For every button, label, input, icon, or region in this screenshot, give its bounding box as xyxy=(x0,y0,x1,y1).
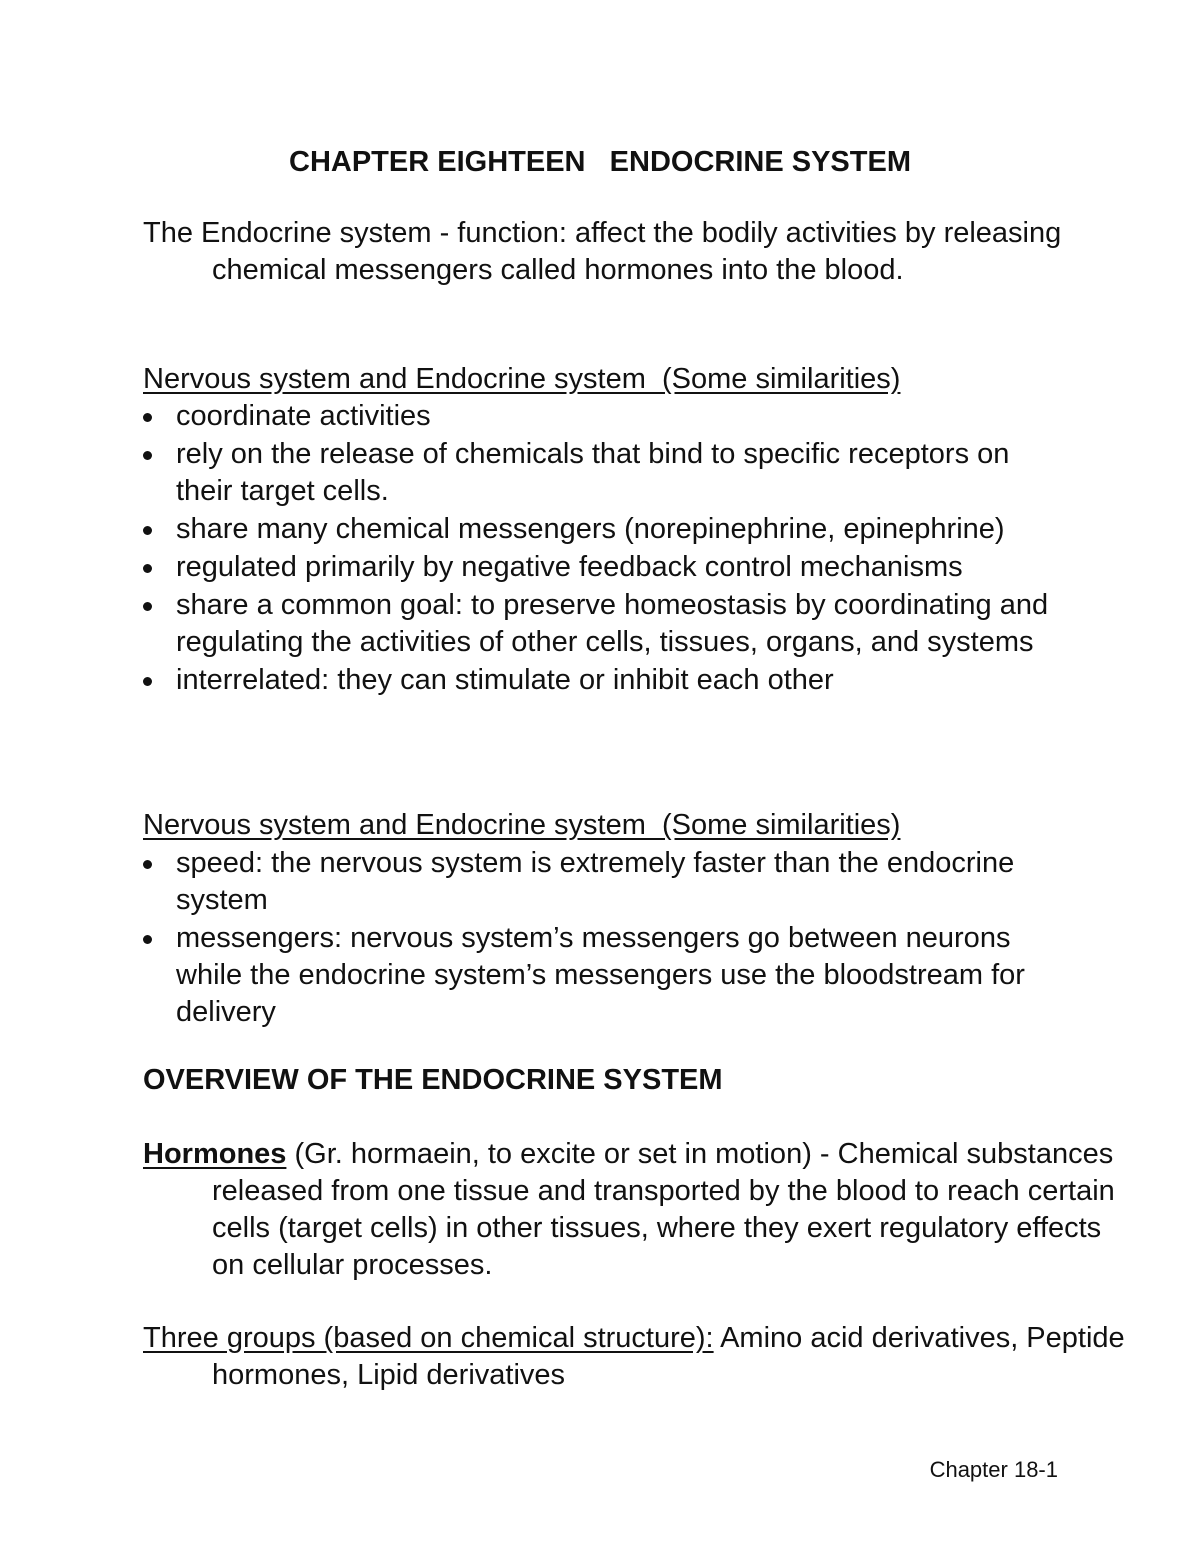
bullet-icon xyxy=(143,602,152,611)
bullet-icon xyxy=(143,935,152,944)
bullet-icon xyxy=(143,564,152,573)
bullet-icon xyxy=(143,677,152,686)
bullet-icon xyxy=(143,526,152,535)
list-item: speed: the nervous system is extremely faster than the endocrine system xyxy=(143,845,1073,919)
differences-heading: Nervous system and Endocrine system (Some similarities) xyxy=(143,809,901,841)
list-item: interrelated: they can stimulate or inhibit each other xyxy=(143,662,1073,699)
hormones-paragraph xyxy=(143,1136,1132,1284)
similarities-list xyxy=(143,398,1073,700)
list-item: coordinate activities xyxy=(143,398,1073,435)
intro-paragraph: The Endocrine system - function: affect the bodily activities by releasing chemical messengers called hormones into the blood. xyxy=(143,217,1062,286)
list-item: regulated primarily by negative feedback control mechanisms xyxy=(143,549,1073,586)
chapter-title: CHAPTER EIGHTEEN ENDOCRINE SYSTEM xyxy=(289,146,911,178)
hormones-term: Hormones xyxy=(143,1138,287,1170)
groups-label: Three groups (based on chemical structure): xyxy=(143,1322,714,1354)
list-item: messengers: nervous system’s messengers go between neurons while the endocrine system’s messengers use the bloodstream for delivery xyxy=(143,920,1073,1031)
similarities-heading: Nervous system and Endocrine system (Some similarities) xyxy=(143,363,901,395)
bullet-icon xyxy=(143,451,152,460)
page-footer: Chapter 18-1 xyxy=(929,1457,1058,1482)
bullet-icon xyxy=(143,413,152,422)
hormones-definition: (Gr. hormaein, to excite or set in motion) - Chemical substances released from one tissue and transported by the blood to reach certain cells (target cells) in other tissues, where they exert regulatory effects on cellular processes. xyxy=(212,1138,1115,1281)
list-item: rely on the release of chemicals that bind to specific receptors on their target cells. xyxy=(143,436,1073,510)
list-item: share a common goal: to preserve homeostasis by coordinating and regulating the activities of other cells, tissues, organs, and systems xyxy=(143,587,1073,661)
overview-heading: OVERVIEW OF THE ENDOCRINE SYSTEM xyxy=(143,1064,723,1096)
groups-text: Amino acid derivatives, Peptide hormones, Lipid derivatives xyxy=(212,1322,1125,1391)
list-item: share many chemical messengers (norepinephrine, epinephrine) xyxy=(143,511,1073,548)
groups-paragraph xyxy=(143,1320,1132,1394)
bullet-icon xyxy=(143,860,152,869)
differences-list xyxy=(143,845,1073,1032)
